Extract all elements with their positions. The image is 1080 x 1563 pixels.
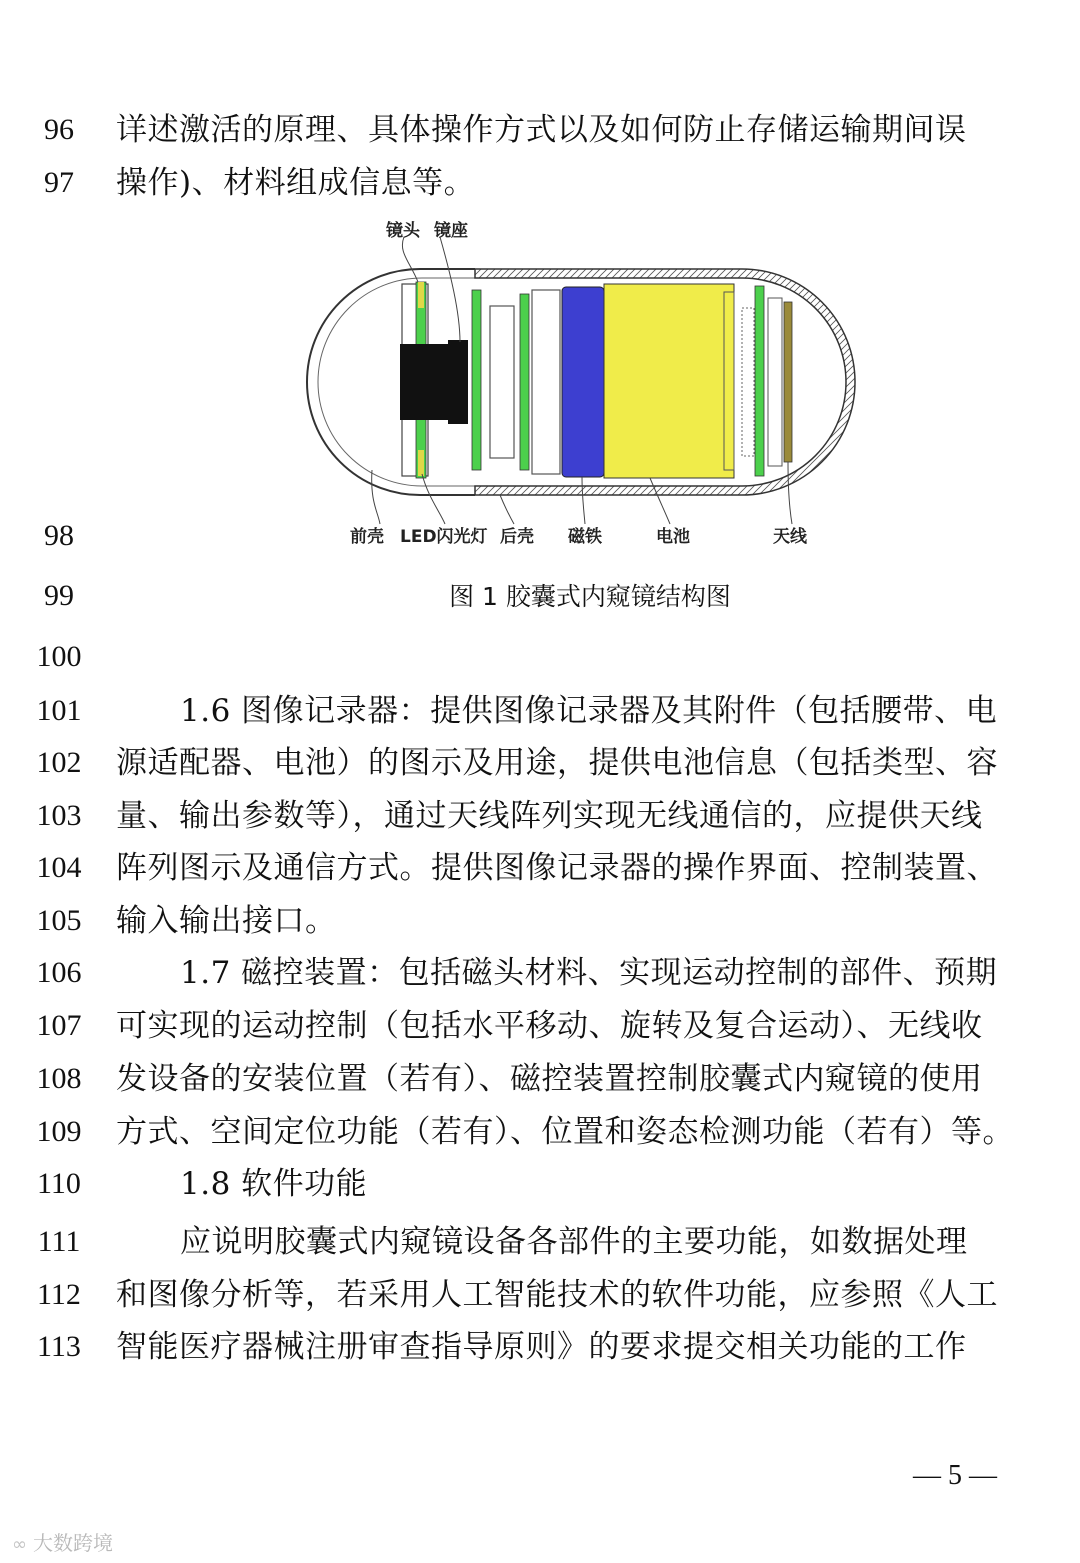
line-107 (0, 1000, 1080, 1052)
label-battery: 电池 (656, 527, 690, 547)
line-text: 阵列图示及通信方式。提供图像记录器的操作界面、控制装置、 (116, 850, 998, 886)
battery (604, 284, 734, 478)
label-led: LED闪光灯 (400, 527, 488, 547)
label-magnet: 磁铁 (568, 527, 602, 547)
line-number: 107 (36, 1009, 82, 1042)
capsule-endoscope-diagram (300, 212, 860, 557)
line-number: 105 (36, 904, 82, 937)
line-number: 96 (44, 113, 74, 146)
camera-board (472, 290, 481, 470)
line-number: 111 (37, 1225, 81, 1258)
antenna-board (755, 286, 764, 476)
line-number: 108 (36, 1062, 82, 1095)
watermark (12, 1527, 113, 1556)
line-number: 100 (36, 640, 82, 673)
line-113 (0, 1321, 1080, 1373)
line-112 (0, 1269, 1080, 1321)
label-lens: 镜头 (386, 221, 420, 241)
line-number: 99 (44, 579, 74, 612)
line-text: 1.8 软件功能 (180, 1166, 368, 1202)
label-antenna: 天线 (773, 527, 807, 547)
line-text: 可实现的运动控制（包括水平移动、旋转及复合运动）、无线收 (116, 1008, 983, 1044)
line-text: 1.7 磁控装置：包括磁头材料、实现运动控制的部件、预期 (180, 955, 998, 991)
line-number: 109 (36, 1115, 82, 1148)
figure-caption: 图 1 胶囊式内窥镜结构图 (449, 582, 731, 611)
line-111 (0, 1216, 1080, 1268)
line-109 (0, 1106, 1080, 1158)
line-text: 应说明胶囊式内窥镜设备各部件的主要功能，如数据处理 (180, 1224, 968, 1260)
line-number: 103 (36, 799, 82, 832)
line-102 (0, 737, 1080, 789)
line-text: 源适配器、电池）的图示及用途，提供电池信息（包括类型、容 (116, 745, 998, 781)
line-number: 104 (36, 851, 82, 884)
line-text: 量、输出参数等），通过天线阵列实现无线通信的，应提供天线 (116, 798, 983, 834)
line-103 (0, 790, 1080, 842)
line-104 (0, 842, 1080, 894)
line-text: 智能医疗器械注册审查指导原则》的要求提交相关功能的工作 (116, 1329, 967, 1365)
line-text: 详述激活的原理、具体操作方式以及如何防止存储运输期间误 (116, 112, 967, 148)
antenna (784, 302, 792, 462)
line-text: 发设备的安装位置（若有）、磁控装置控制胶囊式内窥镜的使用 (116, 1061, 983, 1097)
control-board (520, 294, 529, 470)
label-rear-shell: 后壳 (500, 527, 534, 547)
page-number: — 5 — (913, 1460, 997, 1491)
line-text: 输入输出接口。 (116, 903, 337, 939)
line-number: 102 (36, 746, 82, 779)
label-mount: 镜座 (434, 221, 468, 241)
line-number: 101 (36, 694, 82, 727)
line-number: 113 (37, 1330, 81, 1363)
line-98 (0, 510, 1080, 562)
line-100 (0, 631, 1080, 683)
line-106 (0, 947, 1080, 999)
line-110 (0, 1158, 1080, 1210)
line-number: 98 (44, 519, 74, 552)
line-97 (0, 157, 1080, 209)
line-108 (0, 1053, 1080, 1105)
line-105 (0, 895, 1080, 947)
watermark-logo-icon: ∞ (12, 1534, 27, 1555)
line-number: 112 (37, 1278, 81, 1311)
line-96 (0, 104, 1080, 156)
label-front-shell: 前壳 (350, 527, 384, 547)
watermark-text: 大数跨境 (33, 1531, 113, 1555)
line-text: 1.6 图像记录器：提供图像记录器及其附件（包括腰带、电 (180, 693, 998, 729)
line-number: 97 (44, 166, 74, 199)
line-101 (0, 685, 1080, 737)
magnet (562, 287, 604, 477)
line-number: 110 (37, 1167, 81, 1200)
line-number: 106 (36, 956, 82, 989)
line-text: 方式、空间定位功能（若有）、位置和姿态检测功能（若有）等。 (116, 1114, 1014, 1150)
line-text: 操作)、材料组成信息等。 (116, 165, 476, 201)
line-text: 和图像分析等，若采用人工智能技术的软件功能，应参照《人工 (116, 1277, 998, 1313)
